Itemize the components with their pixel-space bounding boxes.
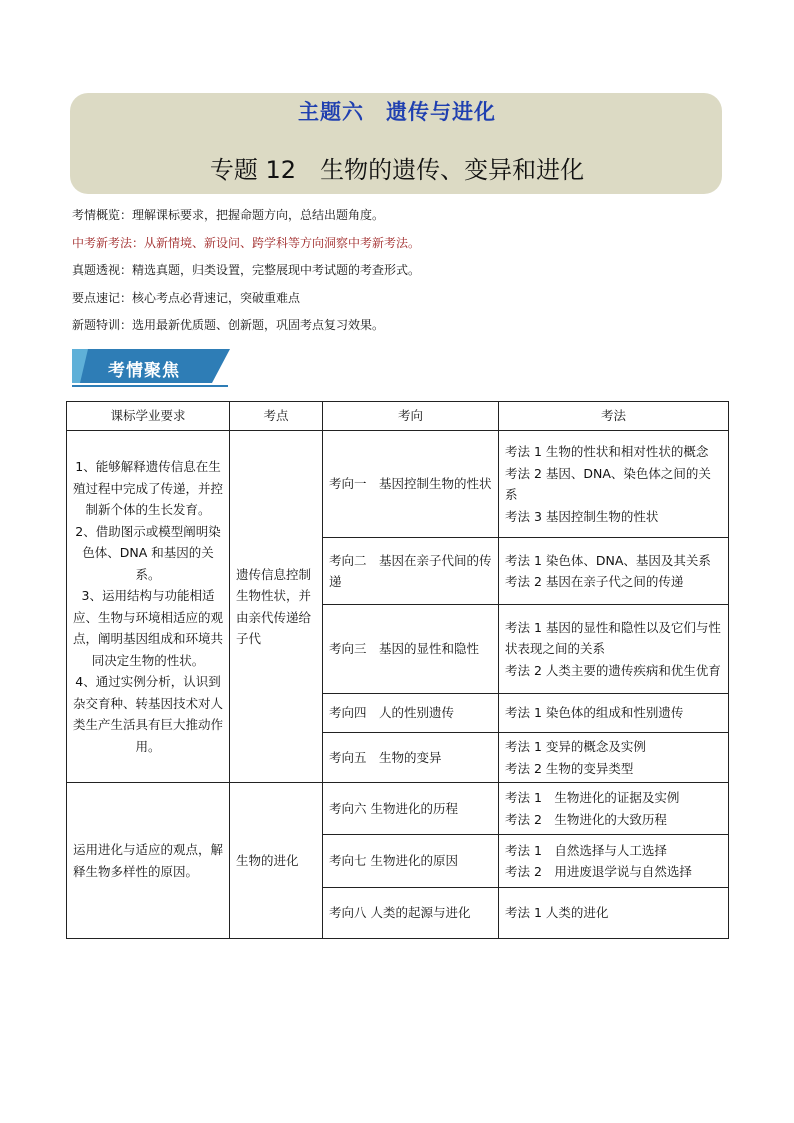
method-line: 考法 1 生物进化的证据及实例 xyxy=(505,790,680,805)
method-line: 考法 1 自然选择与人工选择 xyxy=(505,842,667,858)
direction-cell: 考向二 基因在亲子代间的传递 xyxy=(323,538,499,605)
direction-cell: 考向四 人的性别遗传 xyxy=(323,694,499,733)
direction-cell: 考向五 生物的变异 xyxy=(323,733,499,783)
method-line: 考法 1 基因的显性和隐性以及它们与性状表现之间的关系 xyxy=(505,619,721,657)
page-title: 专题 12 生物的遗传、变异和进化 xyxy=(209,156,585,184)
column-header: 考向 xyxy=(323,402,499,431)
method-line: 考法 2 用进废退学说与自然选择 xyxy=(505,864,692,879)
requirements-table xyxy=(66,401,729,939)
direction-cell: 考向七 生物进化的原因 xyxy=(323,835,499,888)
method-line: 考法 1 染色体的组成和性别遗传 xyxy=(505,705,684,721)
method-cell xyxy=(499,605,729,694)
overview-line: 要点速记：核心考点必背速记，突破重难点 xyxy=(72,290,301,305)
method-line: 考法 1 生物的性状和相对性状的概念 xyxy=(505,444,709,459)
method-cell xyxy=(499,888,729,939)
requirement-cell xyxy=(67,783,230,939)
method-line: 考法 2 生物进化的大致历程 xyxy=(505,811,667,827)
section-tab xyxy=(72,347,228,387)
method-line: 考法 2 人类主要的遗传疾病和优生优育 xyxy=(505,662,721,678)
overview-list xyxy=(72,207,732,345)
column-header: 考点 xyxy=(230,402,323,431)
method-line: 考法 1 变异的概念及实例 xyxy=(505,739,646,754)
requirement-line: 1、能够解释遗传信息在生殖过程中完成了传递，并控制新个体的生长发育。 xyxy=(73,459,224,517)
table-row xyxy=(67,783,729,835)
requirement-line: 4、通过实例分析，认识到杂交育种、转基因技术对人类生产生活具有巨大推动作用。 xyxy=(73,674,224,754)
method-line: 考法 1 染色体、DNA、基因及其关系 xyxy=(505,552,711,568)
requirement-cell xyxy=(67,431,230,783)
direction-cell: 考向六 生物进化的历程 xyxy=(323,783,499,835)
column-header: 课标学业要求 xyxy=(67,402,230,431)
overview-line: 考情概览：理解课标要求，把握命题方向，总结出题角度。 xyxy=(72,208,385,222)
column-header: 考法 xyxy=(499,402,729,431)
method-cell xyxy=(499,431,729,538)
topic-title: 主题六 遗传与进化 xyxy=(298,100,496,124)
direction-cell: 考向三 基因的显性和隐性 xyxy=(323,605,499,694)
overview-line: 中考新考法：从新情境、新设问、跨学科等方向洞察中考新考法。 xyxy=(72,235,421,250)
key-point-cell: 生物的进化 xyxy=(230,783,323,939)
requirement-line: 3、运用结构与功能相适应、生物与环境相适应的观点，阐明基因组成和环境共同决定生物的性状。 xyxy=(73,588,224,668)
section-tab-label: 考情聚焦 xyxy=(108,361,180,381)
method-cell xyxy=(499,694,729,733)
method-line: 考法 3 基因控制生物的性状 xyxy=(505,508,659,524)
method-cell xyxy=(499,538,729,605)
method-cell xyxy=(499,733,729,783)
overview-line: 真题透视：精选真题，归类设置，完整展现中考试题的考查形式。 xyxy=(72,263,421,277)
overview-line: 新题特训：选用最新优质题、创新题，巩固考点复习效果。 xyxy=(72,318,385,332)
requirement-line: 2、借助图示或模型阐明染色体、DNA 和基因的关系。 xyxy=(75,523,221,582)
method-cell xyxy=(499,835,729,888)
table-row xyxy=(67,431,729,538)
key-point-cell: 遗传信息控制生物性状，并由亲代传递给子代 xyxy=(230,431,323,783)
tab-underline xyxy=(72,385,228,387)
requirement-line: 运用进化与适应的观点，解释生物多样性的原因。 xyxy=(73,842,224,879)
direction-cell: 考向一 基因控制生物的性状 xyxy=(323,431,499,538)
method-line: 考法 2 基因、DNA、染色体之间的关系 xyxy=(505,465,711,502)
method-line: 考法 2 基因在亲子代之间的传递 xyxy=(505,574,684,589)
table-header-row xyxy=(67,402,729,431)
direction-cell: 考向八 人类的起源与进化 xyxy=(323,888,499,939)
method-cell xyxy=(499,783,729,835)
method-line: 考法 2 生物的变异类型 xyxy=(505,760,634,776)
method-line: 考法 1 人类的进化 xyxy=(505,905,609,921)
